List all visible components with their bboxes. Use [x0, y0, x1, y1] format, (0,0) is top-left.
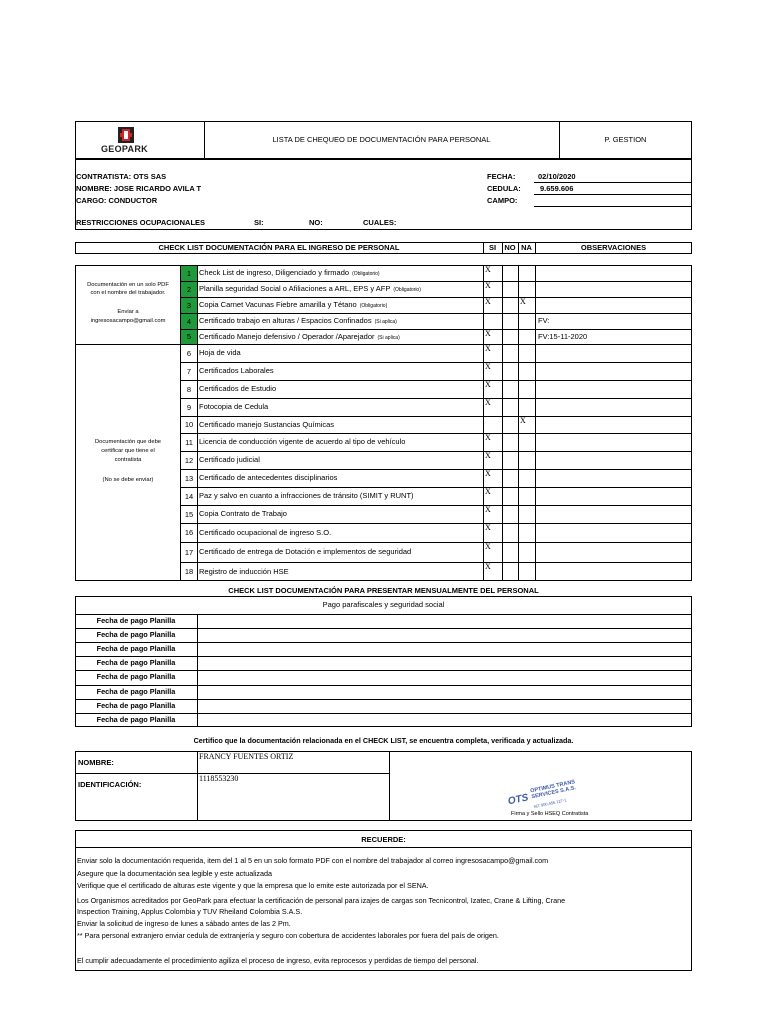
item-label-text: Copia Carnet Vacunas Fiebre amarilla y Tétano	[199, 300, 357, 309]
remember-line: Verifique que el certificado de alturas este vigente y que la empresa que lo emite este autorizada por el SENA.	[77, 881, 429, 890]
stamp-text: OPTIMUS TRANS SERVICES S.A.S.	[529, 779, 577, 801]
item-note: (Obligatorio)	[359, 303, 388, 309]
item-label-text: Paz y salvo en cuanto a infracciones de tránsito (SIMIT y RUNT)	[199, 491, 414, 500]
item-note: (Obligatorio)	[393, 287, 421, 293]
item-number: 9	[186, 403, 192, 412]
nombre-field: NOMBRE: JOSE RICARDO AVILA T	[76, 184, 202, 193]
remember-line: ** Para personal extranjero enviar cedula de extranjería y seguro con cobertura de accidentes laborales por fuera del país de origen.	[77, 931, 499, 940]
item-label	[199, 509, 287, 519]
item-label-text: Certificado judicial	[199, 455, 260, 464]
geopark-logo-icon	[100, 126, 160, 144]
item-observation: FV:	[538, 316, 550, 325]
monthly-subtitle: Pago parafiscales y seguridad social	[322, 600, 445, 609]
certify-id-value: 1118553230	[199, 774, 239, 783]
monthly-row-label: Fecha de pago Planilla	[96, 630, 176, 640]
item-number: 12	[184, 456, 194, 465]
cargo-field: CARGO: CONDUCTOR	[76, 196, 158, 205]
item-label	[199, 473, 337, 483]
item-label	[199, 300, 387, 311]
col-obs-header: OBSERVACIONES	[580, 243, 647, 252]
item-label-text: Certificado manejo Sustancias Químicas	[199, 419, 335, 429]
remember-line: El cumplir adecuadamente el procedimiento agiliza el proceso de ingreso, evita reprocesos y perdidas de tiempo del personal.	[77, 956, 479, 965]
monthly-row-label: Fecha de pago Planilla	[96, 616, 176, 625]
monthly-row-label: Fecha de pago Planilla	[96, 644, 176, 654]
item-number: 3	[181, 298, 197, 313]
item-label-text: Certificado de antecedentes disciplinarios	[199, 473, 338, 482]
fecha-label: FECHA:	[487, 172, 516, 181]
item-label-text: Hoja de vida	[199, 348, 241, 357]
remember-line: Enviar solo la documentación requerida, item del 1 al 5 en un solo formato PDF con el nombre del trabajador al correo ingresosacampo@gmail.com	[77, 856, 549, 865]
item-note: (Obligatorio)	[352, 271, 380, 277]
check-mark: X	[485, 297, 491, 306]
restricciones-label: RESTRICCIONES OCUPACIONALES	[76, 218, 206, 227]
item-label	[199, 348, 241, 358]
item-observation: FV:15-11-2020	[538, 331, 588, 341]
fecha-underline	[534, 182, 692, 183]
item-label	[199, 491, 414, 501]
check-mark: X	[485, 505, 491, 514]
item-label-text: Certificados Laborales	[199, 366, 274, 375]
item-label	[199, 284, 421, 295]
contratista-field: CONTRATISTA: OTS SAS	[76, 172, 167, 181]
check-mark: X	[520, 416, 526, 425]
item-label-text: Registro de inducción HSE	[199, 566, 289, 576]
check-mark: X	[485, 487, 491, 496]
certify-nombre-value: FRANCY FUENTES ORTIZ	[199, 752, 294, 761]
item-label-text: Certificados de Estudio	[199, 384, 277, 393]
item-label	[199, 402, 268, 412]
item-label	[199, 316, 397, 327]
item-number: 18	[184, 567, 194, 576]
campo-label: CAMPO:	[487, 196, 518, 205]
remember-line: Inspection Training, Applus Colombia y TUV Rheiland Colombia S.A.S.	[77, 907, 303, 916]
certify-id-label: IDENTIFICACIÓN:	[78, 780, 142, 789]
item-label-text: Certificado Manejo defensivo / Operador /Aparejador	[199, 331, 375, 341]
check-mark: X	[485, 265, 491, 274]
item-label	[199, 547, 411, 557]
check-mark: X	[485, 329, 491, 338]
check-mark: X	[485, 451, 491, 460]
item-number: 2	[181, 282, 197, 297]
item-label-text: Certificado de entrega de Dotación e implementos de seguridad	[199, 547, 412, 556]
signature-caption: Firma y Sello HSEQ Contratista	[511, 811, 589, 817]
item-label	[199, 567, 289, 577]
item-label	[199, 437, 405, 447]
monthly-row-label: Fecha de pago Planilla	[96, 686, 176, 696]
item-label	[199, 420, 334, 430]
item-label-text: Certificado trabajo en alturas / Espacios Confinados	[199, 316, 372, 325]
item-number: 6	[186, 349, 192, 358]
item-label-text: Copia Contrato de Trabajo	[199, 509, 287, 518]
item-number: 8	[186, 385, 192, 394]
item-number: 16	[184, 528, 194, 537]
item-number: 10	[184, 420, 194, 429]
cedula-value: 9.659.606	[540, 184, 574, 193]
check-mark: X	[485, 380, 491, 389]
item-label-text: Fotocopia de Cedula	[199, 402, 269, 411]
item-number: 1	[181, 266, 197, 281]
monthly-row-label: Fecha de pago Planilla	[96, 714, 176, 724]
stamp-logo: OTS	[506, 792, 530, 808]
cedula-underline	[534, 194, 692, 195]
check-mark: X	[485, 542, 491, 551]
cedula-label: CEDULA:	[487, 184, 521, 193]
item-label	[199, 332, 400, 343]
item-label	[199, 455, 260, 465]
certify-statement: Certifico que la documentación relacionada en el CHECK LIST, se encuentra completa, verificada y actualizada.	[193, 736, 574, 745]
item-label	[199, 268, 380, 279]
item-number: 11	[185, 438, 193, 447]
restricciones-cuales: CUALES:	[363, 218, 397, 227]
document-title: LISTA DE CHEQUEO DE DOCUMENTACIÓN PARA PERSONAL	[272, 135, 491, 144]
item-number: 7	[186, 367, 192, 376]
check-mark: X	[485, 344, 491, 353]
monthly-row-label: Fecha de pago Planilla	[96, 672, 176, 682]
col-si-header: SI	[488, 243, 497, 252]
fecha-value: 02/10/2020	[538, 172, 576, 181]
item-label	[199, 384, 276, 394]
process-label: P. GESTION	[604, 135, 647, 144]
item-note: (Si aplica)	[374, 319, 397, 325]
item-label-text: Planilla seguridad Social o Afiliaciones a ARL, EPS y AFP	[199, 284, 391, 293]
campo-underline	[534, 206, 692, 207]
checklist-title: CHECK LIST DOCUMENTACIÓN PARA EL INGRESO DE PERSONAL	[158, 243, 400, 252]
item-label-text: Check List de ingreso, Diligenciado y firmado	[199, 268, 350, 277]
item-number: 17	[184, 548, 194, 557]
check-mark: X	[520, 297, 526, 306]
geopark-logo-text: GEOPARK	[101, 144, 148, 154]
certify-nombre-label: NOMBRE:	[78, 758, 114, 767]
check-mark: X	[485, 398, 491, 407]
item-label	[199, 366, 274, 376]
check-mark: X	[485, 281, 491, 290]
stamp-nit: NIT 900.456.127-1	[533, 797, 567, 810]
remember-line: Asegure que la documentación sea legible y este actualizada	[77, 869, 272, 878]
restricciones-no: NO:	[309, 218, 323, 227]
item-label	[199, 528, 331, 538]
item-label-text: Certificado ocupacional de ingreso S.O.	[199, 527, 332, 537]
remember-line: Enviar la solicitud de ingreso de lunes a sábado antes de las 2 Pm.	[77, 919, 291, 928]
item-number: 4	[181, 314, 197, 329]
item-label-text: Licencia de conducción vigente de acuerdo al tipo de vehículo	[199, 437, 406, 446]
monthly-row-label: Fecha de pago Planilla	[96, 700, 176, 710]
item-number: 5	[181, 330, 197, 344]
item-number: 13	[184, 474, 194, 483]
col-no-header: NO	[504, 243, 516, 252]
check-mark: X	[485, 469, 491, 478]
check-mark: X	[485, 362, 491, 371]
monthly-row-label: Fecha de pago Planilla	[96, 658, 176, 668]
restricciones-si: SI:	[254, 218, 264, 227]
geopark-logo	[100, 126, 160, 156]
check-mark: X	[485, 562, 491, 571]
item-number: 14	[184, 492, 194, 501]
remember-line: Los Organismos acreditados por GeoPark para efectuar la certificación de personal para izajes de cargas son Tecnicontrol, Izatec, Crane & Lifting, Crane	[77, 896, 566, 905]
col-na-header: NA	[521, 243, 532, 252]
check-mark: X	[485, 433, 491, 442]
item-note: (Si aplica)	[377, 334, 400, 341]
check-mark: X	[485, 523, 491, 532]
monthly-title: CHECK LIST DOCUMENTACIÓN PARA PRESENTAR MENSUALMENTE DEL PERSONAL	[228, 586, 539, 595]
remember-title: RECUERDE:	[361, 835, 406, 844]
item-number: 15	[184, 510, 194, 519]
